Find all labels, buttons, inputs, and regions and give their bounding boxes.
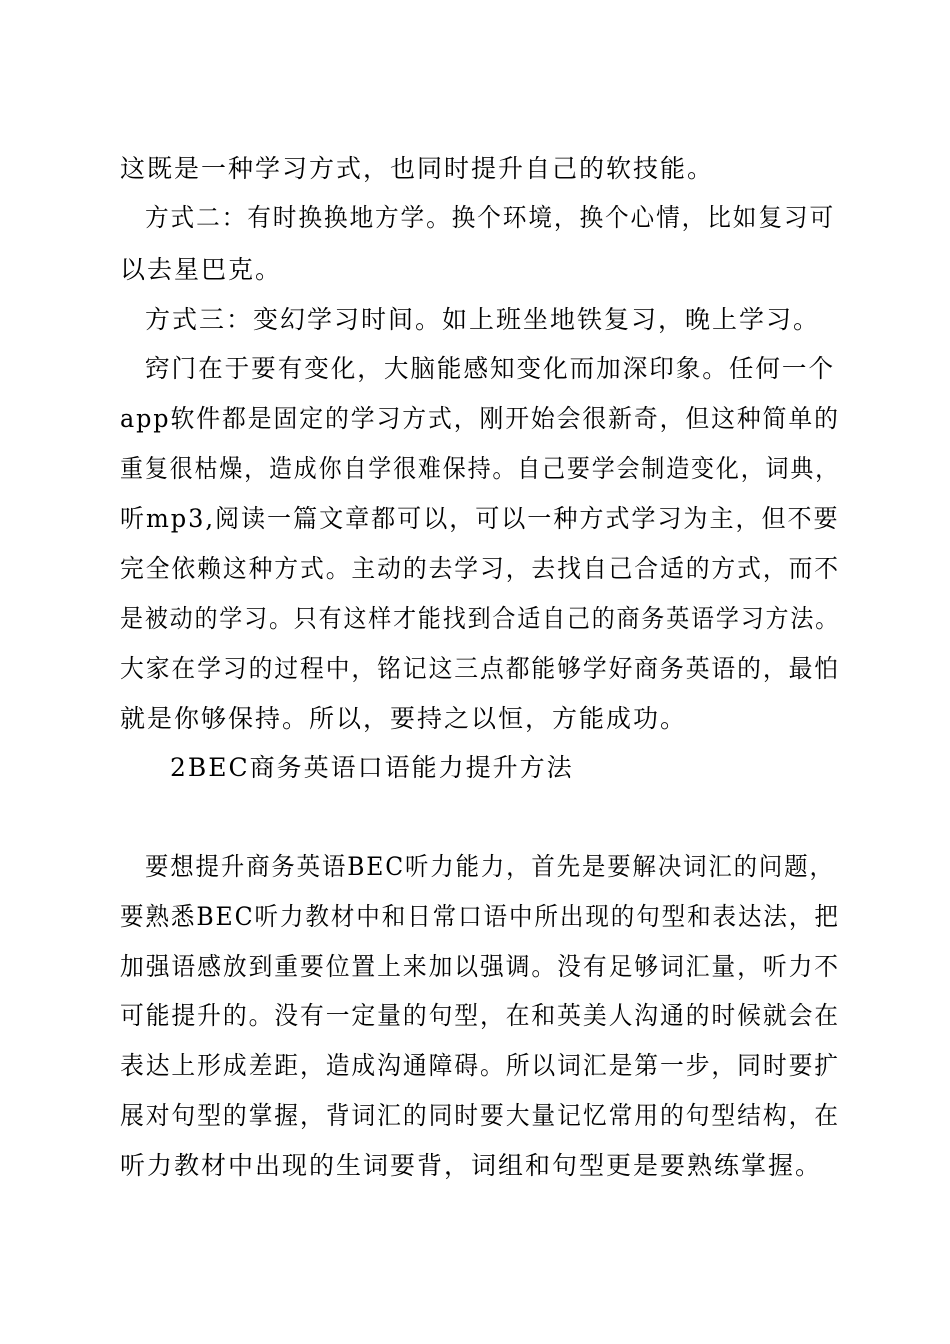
text-line: 完全依赖这种方式。主动的去学习，去找自己合适的方式，而不 (120, 554, 841, 583)
text-line: 是被动的学习。只有这样才能找到合适自己的商务英语学习方法。 (120, 604, 841, 633)
text-line: 重复很枯燥，造成你自学很难保持。自己要学会制造变化，词典， (120, 454, 841, 483)
section-heading: 2BEC商务英语口语能力提升方法 (170, 753, 574, 782)
text-line: 以去星巴克。 (120, 255, 283, 284)
text-line: 这既是一种学习方式，也同时提升自己的软技能。 (120, 154, 715, 183)
text-line: 大家在学习的过程中，铭记这三点都能够学好商务英语的，最怕 (120, 654, 841, 683)
text-line: 就是你够保持。所以，要持之以恒，方能成功。 (120, 704, 688, 733)
text-line: 表达上形成差距，造成沟通障碍。所以词汇是第一步，同时要扩 (120, 1051, 841, 1080)
text-line: 展对句型的掌握，背词汇的同时要大量记忆常用的句型结构，在 (120, 1101, 841, 1130)
text-line: 听mp3,阅读一篇文章都可以，可以一种方式学习为主，但不要 (120, 504, 840, 533)
text-line: app软件都是固定的学习方式，刚开始会很新奇，但这种简单的 (120, 404, 840, 433)
text-line: 方式二：有时换换地方学。换个环境，换个心情，比如复习可 (145, 203, 836, 232)
text-line: 可能提升的。没有一定量的句型，在和英美人沟通的时候就会在 (120, 1001, 841, 1030)
text-line: 方式三：变幻学习时间。如上班坐地铁复习，晚上学习。 (145, 305, 821, 334)
text-line: 要熟悉BEC听力教材中和日常口语中所出现的句型和表达法，把 (120, 902, 840, 931)
text-line: 加强语感放到重要位置上来加以强调。没有足够词汇量，听力不 (120, 952, 841, 981)
text-line: 听力教材中出现的生词要背，词组和句型更是要熟练掌握。 (120, 1151, 823, 1180)
text-line: 窍门在于要有变化，大脑能感知变化而加深印象。任何一个 (145, 354, 836, 383)
text-line: 要想提升商务英语BEC听力能力，首先是要解决词汇的问题， (145, 852, 835, 881)
